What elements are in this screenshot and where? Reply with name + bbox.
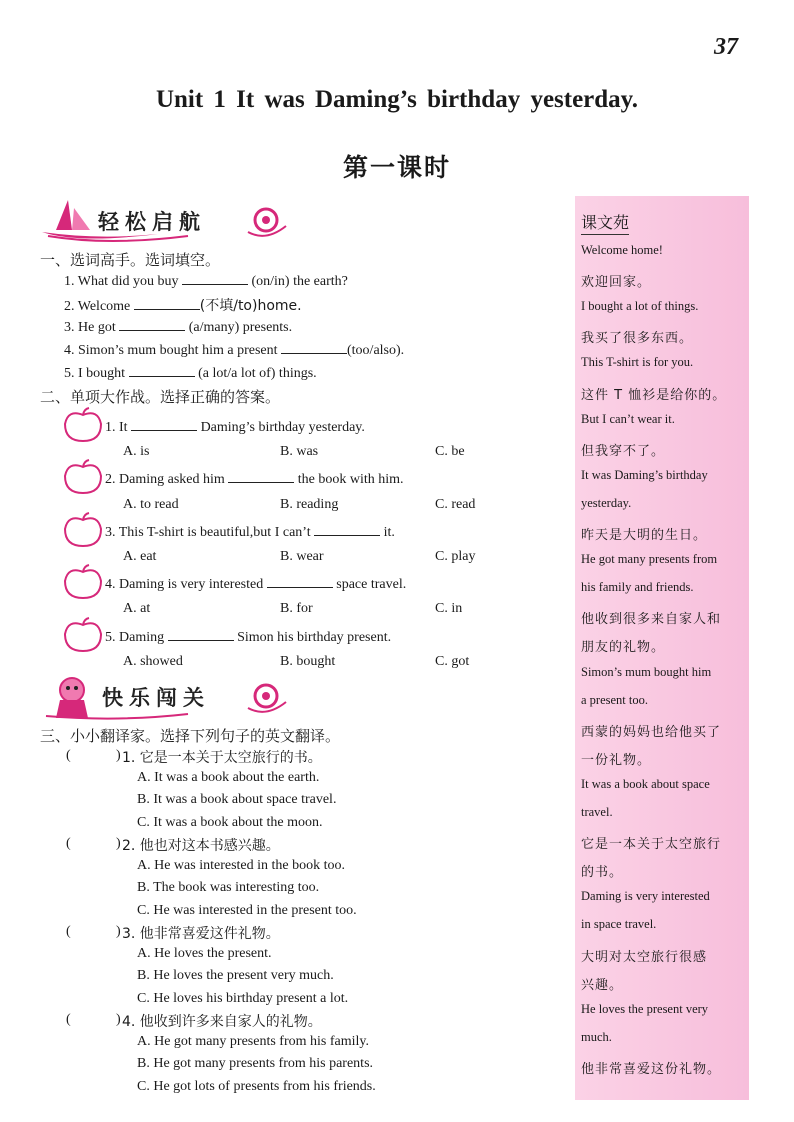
choice-question: 2. Daming asked him the book with him. bbox=[105, 472, 404, 487]
unit-title: Unit 1 It was Daming’s birthday yesterday. bbox=[155, 86, 639, 113]
answer-blank[interactable] bbox=[267, 575, 333, 588]
apple-icon bbox=[62, 512, 106, 548]
sidebar-line: Welcome home! bbox=[581, 243, 663, 257]
sidebar-line: He loves the present very bbox=[581, 1001, 709, 1016]
banner-title-challenge: 快乐闯关 bbox=[102, 686, 210, 710]
sidebar-line: 欢迎回家。 bbox=[581, 275, 652, 291]
option-c[interactable]: C. in bbox=[435, 601, 463, 616]
fill-question: 3. He got (a/many) presents. bbox=[64, 320, 293, 335]
sidebar-line: 它是一本关于太空旅行 bbox=[581, 837, 722, 853]
option-b[interactable]: B. He loves the present very much. bbox=[137, 968, 334, 983]
answer-blank[interactable] bbox=[182, 272, 248, 285]
answer-paren-open: ( bbox=[66, 836, 71, 851]
sidebar-line: much. bbox=[581, 1029, 612, 1044]
option-b[interactable]: B. for bbox=[280, 601, 313, 616]
option-b[interactable]: B. He got many presents from his parents. bbox=[137, 1056, 374, 1071]
option-c[interactable]: C. got bbox=[435, 654, 470, 669]
answer-blank[interactable] bbox=[131, 418, 197, 431]
option-c[interactable]: C. read bbox=[435, 497, 476, 512]
option-b[interactable]: B. was bbox=[280, 444, 319, 459]
sidebar-line: It was Daming’s birthday bbox=[581, 467, 708, 482]
sidebar-line: This T-shirt is for you. bbox=[581, 355, 694, 370]
option-a[interactable]: A. He got many presents from his family. bbox=[137, 1034, 369, 1049]
sidebar-line: his family and friends. bbox=[581, 580, 694, 595]
banner-title-start: 轻松启航 bbox=[98, 210, 206, 234]
answer-blank[interactable] bbox=[168, 628, 234, 641]
choice-question: 1. It Daming’s birthday yesterday. bbox=[105, 420, 365, 435]
lesson-subtitle: 第一课时 bbox=[342, 153, 451, 182]
sidebar-line: travel. bbox=[581, 805, 613, 819]
option-c[interactable]: C. He was interested in the present too. bbox=[137, 903, 357, 918]
translation-question: 4. 他收到许多来自家人的礼物。 bbox=[122, 1014, 322, 1030]
option-a[interactable]: A. showed bbox=[123, 654, 183, 669]
option-b[interactable]: B. wear bbox=[280, 549, 324, 564]
sidebar-line: 我买了很多东西。 bbox=[581, 331, 694, 347]
apple-icon bbox=[62, 459, 106, 495]
answer-paren-close[interactable]: ) bbox=[116, 748, 121, 763]
answer-blank[interactable] bbox=[314, 523, 380, 536]
fill-question: 5. I bought (a lot/a lot of) things. bbox=[64, 366, 317, 381]
section-banner-challenge bbox=[38, 672, 288, 722]
section-banner-start bbox=[38, 196, 288, 246]
sidebar-line: I bought a lot of things. bbox=[581, 299, 699, 314]
answer-blank[interactable] bbox=[228, 470, 294, 483]
fill-question: 4. Simon’s mum bought him a present (too/also). bbox=[64, 343, 405, 358]
choice-question: 3. This T-shirt is beautiful,but I can’t it. bbox=[105, 525, 395, 540]
apple-icon bbox=[62, 407, 106, 443]
option-c[interactable]: C. be bbox=[435, 444, 465, 459]
sidebar-line: Simon’s mum bought him bbox=[581, 664, 712, 679]
option-b[interactable]: B. It was a book about space travel. bbox=[137, 792, 337, 807]
answer-paren-close[interactable]: ) bbox=[116, 1012, 121, 1027]
option-a[interactable]: A. He loves the present. bbox=[137, 946, 272, 961]
answer-blank[interactable] bbox=[134, 297, 200, 310]
answer-paren-open: ( bbox=[66, 1012, 71, 1027]
sidebar-line: But I can’t wear it. bbox=[581, 411, 675, 426]
sidebar-line: 西蒙的妈妈也给他买了 bbox=[581, 724, 722, 740]
sidebar-line: He got many presents from bbox=[581, 552, 718, 567]
section-1-heading: 一、选词高手。选词填空。 bbox=[40, 251, 221, 269]
option-b[interactable]: B. bought bbox=[280, 654, 336, 669]
option-c[interactable]: C. It was a book about the moon. bbox=[137, 815, 323, 830]
section-2-heading: 二、单项大作战。选择正确的答案。 bbox=[40, 388, 281, 406]
answer-paren-open: ( bbox=[66, 924, 71, 939]
option-a[interactable]: A. is bbox=[123, 444, 150, 459]
fill-question: 2. Welcome (不填/to)home. bbox=[64, 298, 302, 314]
answer-paren-close[interactable]: ) bbox=[116, 836, 121, 851]
sidebar-line: Daming is very interested bbox=[581, 889, 710, 904]
option-a[interactable]: A. It was a book about the earth. bbox=[137, 770, 320, 785]
sidebar-line: 但我穿不了。 bbox=[581, 443, 666, 459]
sidebar-line: 朋友的礼物。 bbox=[581, 640, 666, 656]
sidebar-line: 他非常喜爱这份礼物。 bbox=[581, 1061, 722, 1077]
answer-paren-open: ( bbox=[66, 748, 71, 763]
sidebar-line: 昨天是大明的生日。 bbox=[581, 528, 708, 543]
option-a[interactable]: A. at bbox=[123, 601, 151, 616]
option-a[interactable]: A. He was interested in the book too. bbox=[137, 858, 346, 873]
apple-icon bbox=[62, 617, 106, 653]
apple-icon bbox=[62, 564, 106, 600]
answer-blank[interactable] bbox=[119, 318, 185, 331]
sidebar-line: 大明对太空旅行很感 bbox=[581, 949, 708, 965]
sidebar-line: 兴趣。 bbox=[581, 977, 624, 993]
answer-blank[interactable] bbox=[129, 364, 195, 377]
page-number: 37 bbox=[714, 34, 738, 60]
option-b[interactable]: B. reading bbox=[280, 497, 339, 512]
translation-question: 1. 它是一本关于太空旅行的书。 bbox=[122, 750, 322, 766]
fill-question: 1. What did you buy (on/in) the earth? bbox=[64, 274, 348, 289]
option-c[interactable]: C. He loves his birthday present a lot. bbox=[137, 991, 349, 1006]
sidebar-line: a present too. bbox=[581, 692, 648, 707]
sidebar-line: 这件 T 恤衫是给你的。 bbox=[581, 387, 727, 403]
sidebar-line: in space travel. bbox=[581, 917, 657, 932]
option-a[interactable]: A. to read bbox=[123, 497, 179, 512]
option-b[interactable]: B. The book was interesting too. bbox=[137, 880, 320, 895]
choice-question: 5. Daming Simon his birthday present. bbox=[105, 630, 392, 645]
answer-paren-close[interactable]: ) bbox=[116, 924, 121, 939]
sidebar-line: 的书。 bbox=[581, 865, 624, 881]
sidebar-title: 课文苑 bbox=[581, 210, 629, 235]
translation-question: 2. 他也对这本书感兴趣。 bbox=[122, 838, 280, 854]
sidebar-line: 他收到很多来自家人和 bbox=[581, 612, 722, 628]
sidebar-line: It was a book about space bbox=[581, 776, 710, 791]
sidebar-line: yesterday. bbox=[581, 495, 632, 510]
choice-question: 4. Daming is very interested space travel. bbox=[105, 577, 407, 592]
answer-blank[interactable] bbox=[281, 341, 347, 354]
sidebar-line: 一份礼物。 bbox=[581, 752, 652, 768]
translation-question: 3. 他非常喜爱这件礼物。 bbox=[122, 926, 280, 942]
option-c[interactable]: C. play bbox=[435, 549, 476, 564]
option-a[interactable]: A. eat bbox=[123, 549, 157, 564]
section-3-heading: 三、小小翻译家。选择下列句子的英文翻译。 bbox=[40, 727, 341, 745]
option-c[interactable]: C. He got lots of presents from his friends. bbox=[137, 1079, 376, 1094]
